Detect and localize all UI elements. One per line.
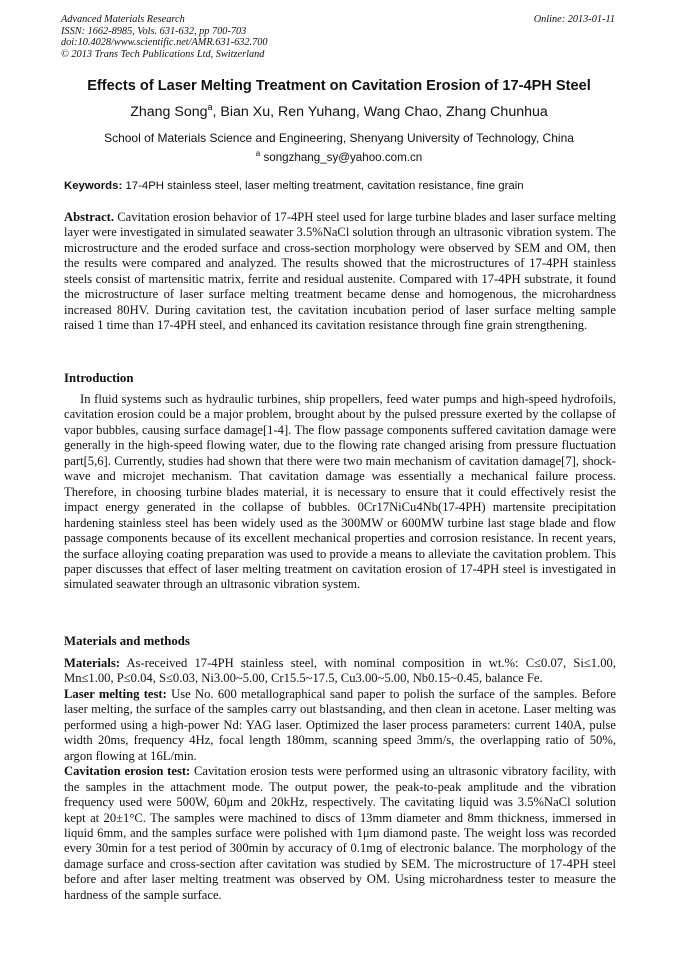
email-affiliation-mark: a	[255, 149, 261, 158]
laser-paragraph	[64, 687, 616, 764]
affiliation: School of Materials Science and Engineering, Shenyang University of Technology, China	[104, 131, 574, 145]
materials-label: Materials:	[64, 656, 120, 670]
keywords-text: 17-4PH stainless steel, laser melting treatment, cavitation resistance, fine grain	[122, 180, 524, 192]
doi-line: doi:10.4028/www.scientific.net/AMR.631-632.700	[61, 37, 268, 49]
introduction-text: In fluid systems such as hydraulic turbines, ship propellers, feed water pumps and high-speed hydrofoils, cavitation erosion could be a major problem, brought about by the pulsed pressure exerted by the collapse of vapor bubbles, causing surface damage[1-4]. The flow passage components suffered cavitation damage were generally in the high-speed flowing water, due to the flowing rate changed arising from pressure fluctuation part[5,6]. Currently, studies had shown that there were two main mechanism of cavitation damage[7], shock-wave and microjet mechanism. That cavitation damage was essentially a mechanical failure process. Therefore, in choosing turbine blades material, it is necessary to ensure that it could effectively resist the impact energy generated in the collapse of bubbles. 0Cr17NiCu4Nb(17-4PH) martensite precipitation hardening stainless steel has been widely used as the 300MW or 600MW turbine last stage blade and flow passage components because of its excellent mechanical properties and corrosion resistance. In recent years, the surface alloying coating preparation was used to provide a means to alleviate the cavitation problem. This paper discusses that effect of laser melting treatment on cavitation erosion of 17-4PH steel is investigated in simulated seawater through an ultrasonic vibration system.	[64, 392, 616, 592]
email-line	[0, 151, 678, 164]
author-list	[0, 104, 678, 120]
journal-name: Advanced Materials Research	[61, 14, 185, 25]
online-date: Online: 2013-01-11	[533, 14, 615, 25]
cavitation-label: Cavitation erosion test:	[64, 764, 191, 779]
materials-text: As-received 17-4PH stainless steel, with nominal composition in wt.%: C≤0.07, Si≤1.00, Mn≤1.00, P≤0.04, S≤0.03, Ni3.00~5.00, Cr15.5~17.5, Cu3.00~5.00, Nb0.15~0.45, balance Fe.	[64, 656, 616, 686]
cavitation-paragraph	[64, 764, 616, 903]
introduction-heading: Introduction	[64, 371, 134, 385]
methods-heading: Materials and methods	[64, 634, 190, 648]
abstract-label: Abstract.	[64, 210, 115, 224]
introduction-section	[64, 392, 616, 593]
author-affiliation-mark: a	[207, 102, 213, 112]
laser-text: Use No. 600 metallographical sand paper to polish the surface of the samples. Before laser melting, the surface of the samples carry out blastsanding, and then clean in acetone. Laser melting was performed using a high-power Nd: YAG laser. Optimized the laser process parameters: current 140A, pulse width 20ms, frequency 4Hz, focal length 180mm, scanning speed 3mm/s, the overlapping ratio of 50%, argon flowing at 16L/min.	[64, 686, 616, 763]
issn-line: ISSN: 1662-8985, Vols. 631-632, pp 700-703	[61, 25, 247, 37]
journal-header	[61, 14, 268, 60]
paper-title: Effects of Laser Melting Treatment on Cavitation Erosion of 17-4PH Steel	[87, 78, 591, 94]
abstract-section	[64, 210, 616, 334]
cavitation-text: Cavitation erosion tests were performed using an ultrasonic vibratory facility, with the samples in the attachment mode. The output power, the peak-to-peak amplitude and the vibration frequency used were 500W, 60μm and 20kHz, respectively. The cavitating liquid was 3.5%NaCl solution kept at 20±1°C. The samples were machined to discs of 13mm diameter and 8mm thickness, immersed in liquid 6mm, and the samples surface were polished with 1μm diamond paste. The weight loss was recorded every 30min for a test period of 300min by accuracy of 0.1mg of electronic balance. The morphology of the damage surface and cross-section after cavitation was studied by SEM. The microstructure of 17-4PH steel before and after laser melting treatment was observed by OM. Using microhardness tester to measure the hardness of the sample surface.	[64, 764, 616, 902]
laser-label: Laser melting test:	[64, 686, 167, 701]
copyright-line: © 2013 Trans Tech Publications Ltd, Switzerland	[61, 48, 265, 60]
email-address: songzhang_sy@yahoo.com.cn	[260, 151, 423, 164]
abstract-text: Cavitation erosion behavior of 17-4PH steel used for large turbine blades and laser surface melting layer were investigated in simulated seawater 3.5%NaCl solution through an ultrasonic vibration system. The microstructure and the eroded surface and cross-section morphology were observed by SEM and OM, then the results were compared and analyzed. The results showed that the microstructures of 17-4PH stainless steels consist of martensitic matrix, ferrite and residual austenite. Compared with 17-4PH substrate, it found the microstructure of laser surface melting treatment became dense and homogenous, the microhardness increased 80HV. During cavitation test, the cavitation incubation period of laser surface melting sample raised 1 time than 17-4PH steel, and enhanced its cavitation resistance through fine grain strengthening.	[64, 210, 616, 333]
keywords	[64, 180, 619, 192]
keywords-label: Keywords:	[64, 180, 123, 192]
materials-paragraph	[64, 656, 616, 687]
methods-section	[64, 656, 616, 903]
other-authors: , Bian Xu, Ren Yuhang, Wang Chao, Zhang Chunhua	[212, 104, 548, 120]
first-author: Zhang Song	[130, 104, 208, 120]
